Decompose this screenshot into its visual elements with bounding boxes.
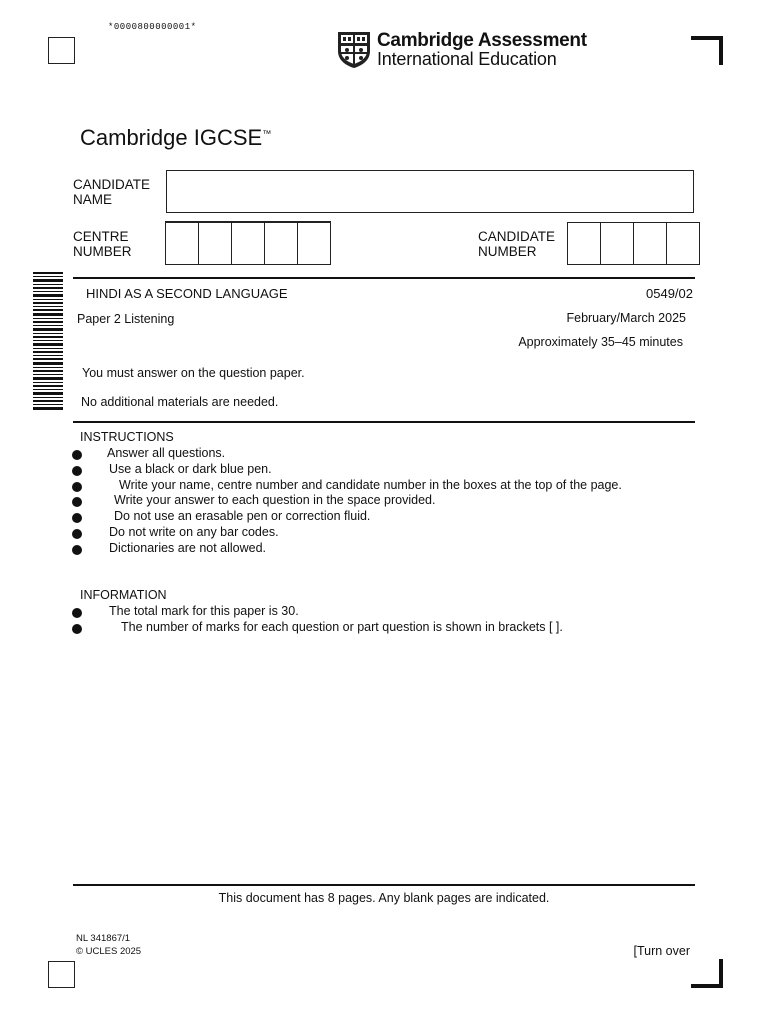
list-item: Answer all questions. [72,446,672,462]
turn-over-note: [Turn over [633,944,690,958]
instructions-list [72,446,672,557]
registration-corner-bottom-right [691,959,723,988]
centre-number-label: CENTRE NUMBER [73,229,132,259]
subject-title: HINDI AS A SECOND LANGUAGE [86,286,288,301]
candidate-number-digit[interactable] [634,223,667,264]
candidate-name-field[interactable] [166,170,694,213]
section-divider [73,421,695,423]
bullet-icon [72,608,82,618]
bullet-icon [72,450,82,460]
candidate-number-label: CANDIDATE NUMBER [478,229,556,259]
side-barcode [33,272,63,412]
candidate-name-label: CANDIDATE NAME [73,177,151,207]
document-reference: NL 341867/1 [76,933,131,944]
bullet-icon [72,529,82,539]
list-item: Do not write on any bar codes. [72,525,672,541]
list-item: Write your answer to each question in the space provided. [72,493,672,509]
qualification-name: Cambridge IGCSE [80,125,263,150]
logo-line-2: International Education [377,49,557,69]
section-divider [73,277,695,279]
logo-line-1: Cambridge Assessment [377,30,587,51]
candidate-number-digit[interactable] [667,223,699,264]
instructions-heading: INSTRUCTIONS [80,430,174,444]
list-item: Use a black or dark blue pen. [72,462,672,478]
centre-number-digit[interactable] [298,223,330,264]
information-list [72,604,672,636]
candidate-number-digit[interactable] [601,223,634,264]
candidate-number-field[interactable] [567,222,700,265]
footer-divider [73,884,695,886]
information-heading: INFORMATION [80,588,167,602]
bullet-icon [72,466,82,476]
qualification-title [80,125,271,151]
page-count-note: This document has 8 pages. Any blank pages are indicated. [218,891,550,905]
centre-number-field[interactable] [165,221,331,265]
document-barcode-text: *0000800000001* [108,22,197,32]
list-item: Do not use an erasable pen or correction fluid. [72,509,672,525]
centre-number-digit[interactable] [166,223,199,264]
paper-code: 0549/02 [646,286,693,301]
centre-number-digit[interactable] [265,223,298,264]
copyright-notice: © UCLES 2025 [76,946,142,957]
registration-box-top-left [48,37,75,64]
bullet-icon [72,545,82,555]
registration-box-bottom-left [48,961,75,988]
paper-name: Paper 2 Listening [77,312,175,326]
cambridge-logo [337,31,587,69]
list-item: The number of marks for each question or part question is shown in brackets [ ]. [72,620,672,636]
answer-note: You must answer on the question paper. [82,366,305,380]
materials-note: No additional materials are needed. [81,395,279,409]
trademark-symbol: ™ [262,128,272,139]
candidate-number-digit[interactable] [568,223,601,264]
bullet-icon [72,482,82,492]
bullet-icon [72,513,82,523]
list-item: Dictionaries are not allowed. [72,541,672,557]
centre-number-digit[interactable] [199,223,232,264]
exam-duration: Approximately 35–45 minutes [518,335,683,349]
registration-corner-top-right [691,36,723,65]
bullet-icon [72,497,82,507]
university-crest-icon [337,31,371,69]
exam-session: February/March 2025 [566,311,686,325]
list-item: Write your name, centre number and candidate number in the boxes at the top of the page. [72,478,672,494]
list-item: The total mark for this paper is 30. [72,604,672,620]
bullet-icon [72,624,82,634]
centre-number-digit[interactable] [232,223,265,264]
